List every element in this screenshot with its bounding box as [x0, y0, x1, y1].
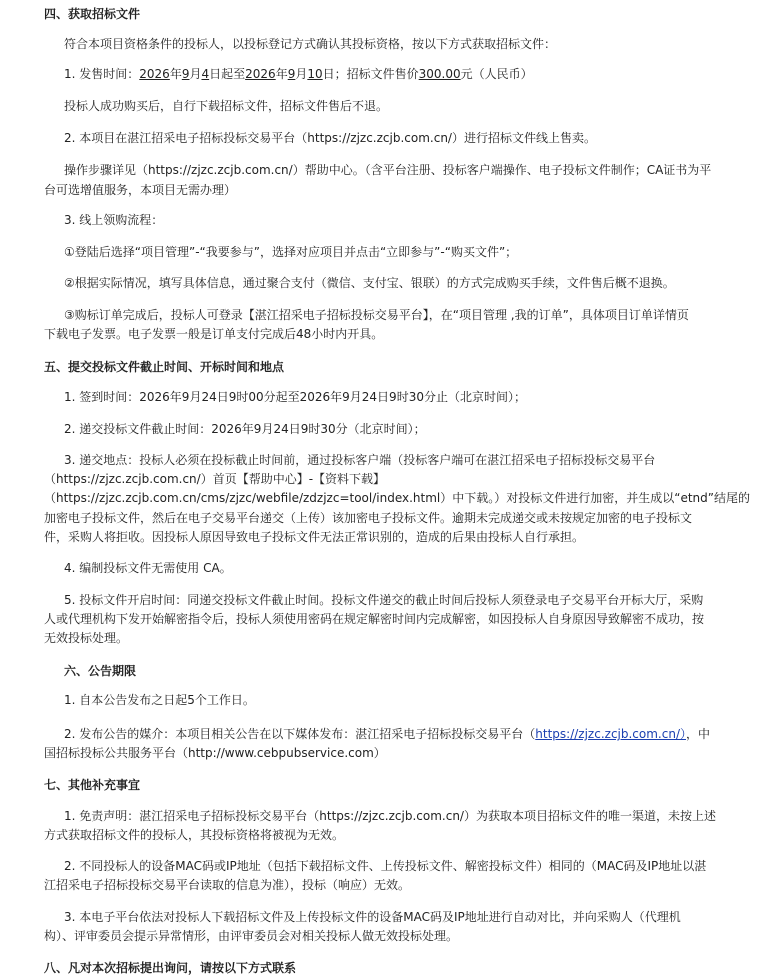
opening-time-line-2: 人或代理机构下发开始解密指令后，投标人须使用密码在规定解密时间内完成解密，如因投标人自身原因导致解密不成功，按 — [44, 612, 705, 626]
announcement-period: 1. 自本公告发布之日起5个工作日。 — [64, 693, 255, 707]
ca-not-required: 4. 编制投标文件无需使用 CA。 — [64, 561, 232, 575]
submission-location-line-5: 件，采购人将拒收。因投标人原因导致电子投标文件无法正常识别的，造成的后果由投标人自行承担。 — [44, 530, 585, 544]
opening-time-line-3: 无效投标处理。 — [44, 631, 129, 645]
sale-time-line: 1. 发售时间：2026年9月4日起至2026年9月10日；招标文件售价300.00元（人民币） — [64, 67, 533, 81]
auto-compare-line-1: 3. 本电子平台依法对投标人下载招标文件及上传投标文件的设备MAC码及IP地址进行自动对比，并向采购人（代理机 — [64, 910, 681, 924]
steps-line-1: 操作步骤详见（https://zjzc.zcjb.com.cn/）帮助中心。（含平台注册、投标客户端操作、电子投标文件制作；CA证书为平 — [64, 163, 712, 177]
submission-location-line-2: （https://zjzc.zcjb.com.cn/）首页【帮助中心】-【资料下载】 — [44, 472, 386, 486]
section-5-title: 五、提交投标文件截止时间、开标时间和地点 — [44, 360, 285, 374]
steps-line-2: 台可选增值服务，本项目无需办理） — [44, 183, 237, 197]
section-7-title: 七、其他补充事宜 — [44, 778, 141, 792]
online-sale-line: 2. 本项目在湛江招采电子招标投标交易平台（https://zjzc.zcjb.com.cn/）进行招标文件线上售卖。 — [64, 131, 596, 145]
submission-location-line-4: 加密电子投标文件，然后在电子交易平台递交（上传）该加密电子投标文件。逾期未完成递交或未按规定加密的电子投标文 — [44, 511, 693, 525]
section-4-intro: 符合本项目资格条件的投标人，以投标登记方式确认其投标资格，按以下方式获取招标文件： — [64, 37, 557, 51]
opening-time-line-1: 5. 投标文件开启时间：同递交投标文件截止时间。投标文件递交的截止时间后投标人须登录电子交易平台开标大厅，采购 — [64, 593, 704, 607]
flow-step-1: ①登陆后选择“项目管理”-“我要参与”，选择对应项目并点击“立即参与”-“购买文件”； — [64, 245, 518, 259]
flow-step-3-line-1: ③购标订单完成后，投标人可登录【湛江招采电子招标投标交易平台】，在“项目管理 ,我的订单”，具体项目订单详情页 — [64, 308, 689, 322]
submission-location-line-1: 3. 递交地点：投标人必须在投标截止时间前，通过投标客户端（投标客户端可在湛江招采电子招标投标交易平台 — [64, 453, 656, 467]
submission-deadline: 2. 递交投标文件截止时间：2026年9月24日9时30分（北京时间）； — [64, 422, 426, 436]
purchase-flow-heading: 3. 线上领购流程： — [64, 213, 164, 227]
section-4-title: 四、获取招标文件 — [44, 7, 141, 21]
auto-compare-line-2: 构）、评审委员会提示异常情形，由评审委员会对相关投标人做无效投标处理。 — [44, 929, 459, 943]
platform-link[interactable]: https://zjzc.zcjb.com.cn/） — [535, 727, 686, 741]
mac-ip-line-1: 2. 不同投标人的设备MAC码或IP地址（包括下载招标文件、上传投标文件、解密投标文件）相同的（MAC码及IP地址以湛 — [64, 859, 707, 873]
flow-step-3-line-2: 下载电子发票。电子发票一般是订单支付完成后48小时内开具。 — [44, 327, 384, 341]
no-refund-note: 投标人成功购买后，自行下载招标文件，招标文件售后不退。 — [64, 99, 389, 113]
mac-ip-line-2: 江招采电子招标投标交易平台读取的信息为准），投标（响应）无效。 — [44, 878, 411, 892]
section-6-title: 六、公告期限 — [64, 664, 137, 678]
disclaimer-line-2: 方式获取招标文件的投标人，其投标资格将被视为无效。 — [44, 828, 345, 842]
sign-in-time: 1. 签到时间：2026年9月24日9时00分起至2026年9月24日9时30分止（北京时间）； — [64, 390, 526, 404]
submission-location-line-3: （https://zjzc.zcjb.com.cn/cms/zjzc/webfile/zdzjzc=tool/index.html）中下载。）对投标文件进行加密，并生成以“etnd”结尾的 — [44, 491, 750, 505]
flow-step-2: ②根据实际情况，填写具体信息，通过聚合支付（微信、支付宝、银联）的方式完成购买手续，文件售后概不退换。 — [64, 276, 675, 290]
disclaimer-line-1: 1. 免责声明：湛江招采电子招标投标交易平台（https://zjzc.zcjb.com.cn/）为获取本项目招标文件的唯一渠道，未按上述 — [64, 809, 716, 823]
section-8-title: 八、凡对本次招标提出询问，请按以下方式联系 — [44, 961, 297, 975]
media-line-2: 国招标投标公共服务平台（http://www.cebpubservice.com） — [44, 746, 386, 760]
media-line-1: 2. 发布公告的媒介：本项目相关公告在以下媒体发布：湛江招采电子招标投标交易平台（https://zjzc.zcjb.com.cn/），中 — [64, 727, 711, 741]
